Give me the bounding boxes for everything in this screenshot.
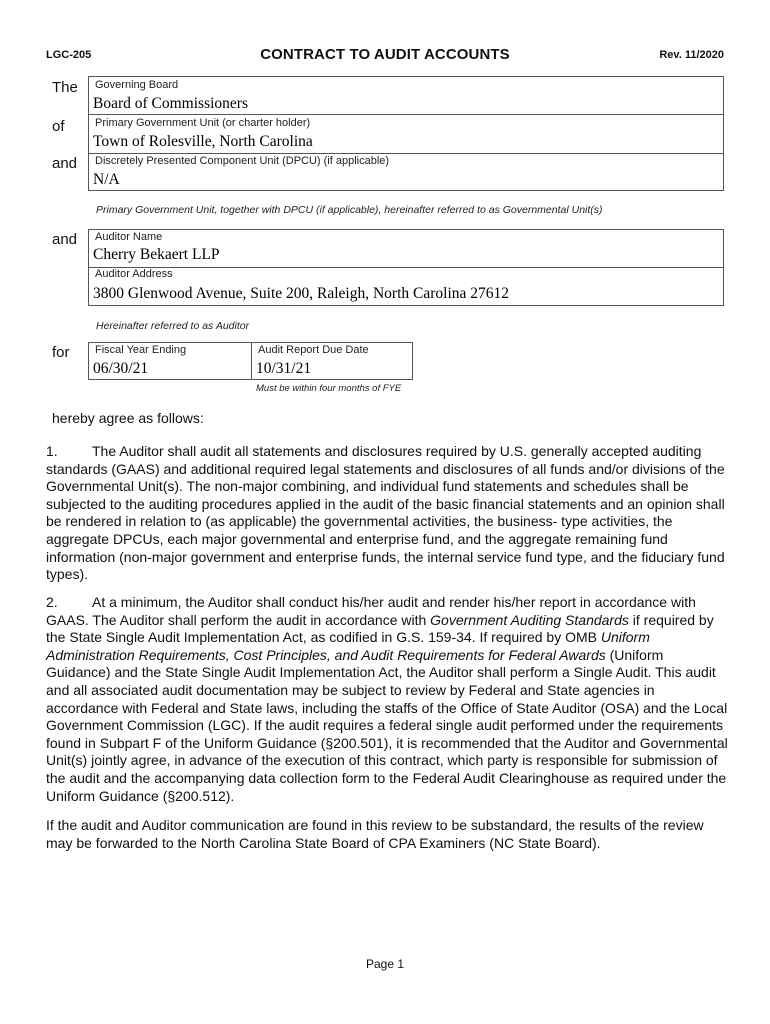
paragraph-2-text-a: At a minimum, the Auditor shall conduct his/her audit and render his/her report in accordance with GAAS. The Auditor shall perform the audit in accordance with (46, 594, 696, 628)
divider (88, 114, 724, 115)
lead-and-auditor: and (52, 231, 78, 248)
lead-for: for (52, 344, 70, 361)
revision-label: Rev. 11/2020 (659, 49, 724, 61)
auditor-name-field[interactable]: Cherry Bekaert LLP (93, 246, 220, 263)
page-number: Page 1 (365, 957, 405, 971)
dpcu-label: Discretely Presented Component Unit (DPCU) (if applicable) (95, 155, 390, 167)
paragraph-2-text-c: if required by the State Single Audit Implementation Act, as codified in G.S. 159-34. If required by OMB (46, 611, 714, 646)
paragraph-2-number: 2. (46, 594, 58, 610)
auditor-note: Hereinafter referred to as Auditor (96, 320, 250, 332)
lead-the: The (52, 79, 78, 96)
paragraph-3-text: If the audit and Auditor communication are found in this review to be substandard, the results of the review may be forwarded to the North Carolina State Board of CPA Examiners (NC State Board). (46, 817, 704, 851)
fye-label: Fiscal Year Ending (95, 344, 187, 356)
lead-of: of (52, 118, 65, 135)
form-id: LGC-205 (46, 49, 92, 61)
paragraph-2 (46, 594, 728, 805)
governmental-unit-note: Primary Government Unit, together with DPCU (if applicable), hereinafter referred to as Governmental Unit(s) (96, 204, 603, 216)
divider (251, 342, 252, 380)
governing-board-field[interactable]: Board of Commissioners (93, 95, 248, 112)
governing-board-label: Governing Board (95, 79, 179, 91)
paragraph-3 (46, 817, 728, 852)
paragraph-2-uniform-guidance-title: Uniform Administration Requirements, Cost Principles, and Audit Requirements for Federal Awards (46, 629, 650, 663)
fye-field[interactable]: 06/30/21 (93, 360, 149, 377)
due-date-note: Must be within four months of FYE (256, 383, 402, 394)
dpcu-field[interactable]: N/A (93, 171, 120, 188)
agree-statement: hereby agree as follows: (52, 410, 204, 426)
paragraph-1-number: 1. (46, 443, 58, 459)
paragraph-2-text-e: (Uniform Guidance) and the State Single Audit Implementation Act, the Auditor shall perform a Single Audit. This audit and all associated audit documentation may be subject to review by Federal and State agencies in accordance with Federal and State laws, including the staffs of the Office of State Auditor (OSA) and the Local Government Commission (LGC). If the audit requires a federal single audit performed under the requirements found in Subpart F of the Uniform Guidance (§200.501), it is recommended that the Auditor and Governmental Unit(s) jointly agree, in advance of the execution of this contract, which party is responsible for submission of the audit and the accompanying data collection form to the Federal Audit Clearinghouse as required under the Uniform Guidance (§200.512). (46, 646, 728, 804)
divider (88, 267, 724, 268)
due-date-label: Audit Report Due Date (258, 344, 369, 356)
auditor-address-field[interactable]: 3800 Glenwood Avenue, Suite 200, Raleigh, North Carolina 27612 (93, 285, 510, 302)
divider (88, 153, 724, 154)
primary-unit-label: Primary Government Unit (or charter holder) (95, 117, 311, 129)
lead-and: and (52, 155, 78, 172)
auditor-name-label: Auditor Name (95, 231, 163, 243)
paragraph-1 (46, 443, 728, 584)
due-date-field[interactable]: 10/31/21 (256, 360, 312, 377)
auditor-address-label: Auditor Address (95, 268, 173, 280)
paragraph-2-gas-title: Government Auditing Standards (430, 611, 629, 628)
primary-unit-field[interactable]: Town of Rolesville, North Carolina (93, 133, 313, 150)
document-title: CONTRACT TO AUDIT ACCOUNTS (260, 46, 510, 63)
paragraph-1-text: The Auditor shall audit all statements and disclosures required by U.S. generally accepted auditing standards (GAAS) and additional required legal statements and disclosures of all funds and/or divisions of the Governmental Unit(s). The non-major combining, and individual fund statements and schedules shall be subjected to the auditing procedures applied in the audit of the basic financial statements and an opinion shall be rendered in relation to (as applicable) the governmental activities, the business- type activities, the aggregate DPCUs, each major governmental and enterprise fund, and the aggregate remaining fund information (non-major government and enterprise funds, the internal service fund type, and the fiduciary fund types). (46, 443, 725, 583)
